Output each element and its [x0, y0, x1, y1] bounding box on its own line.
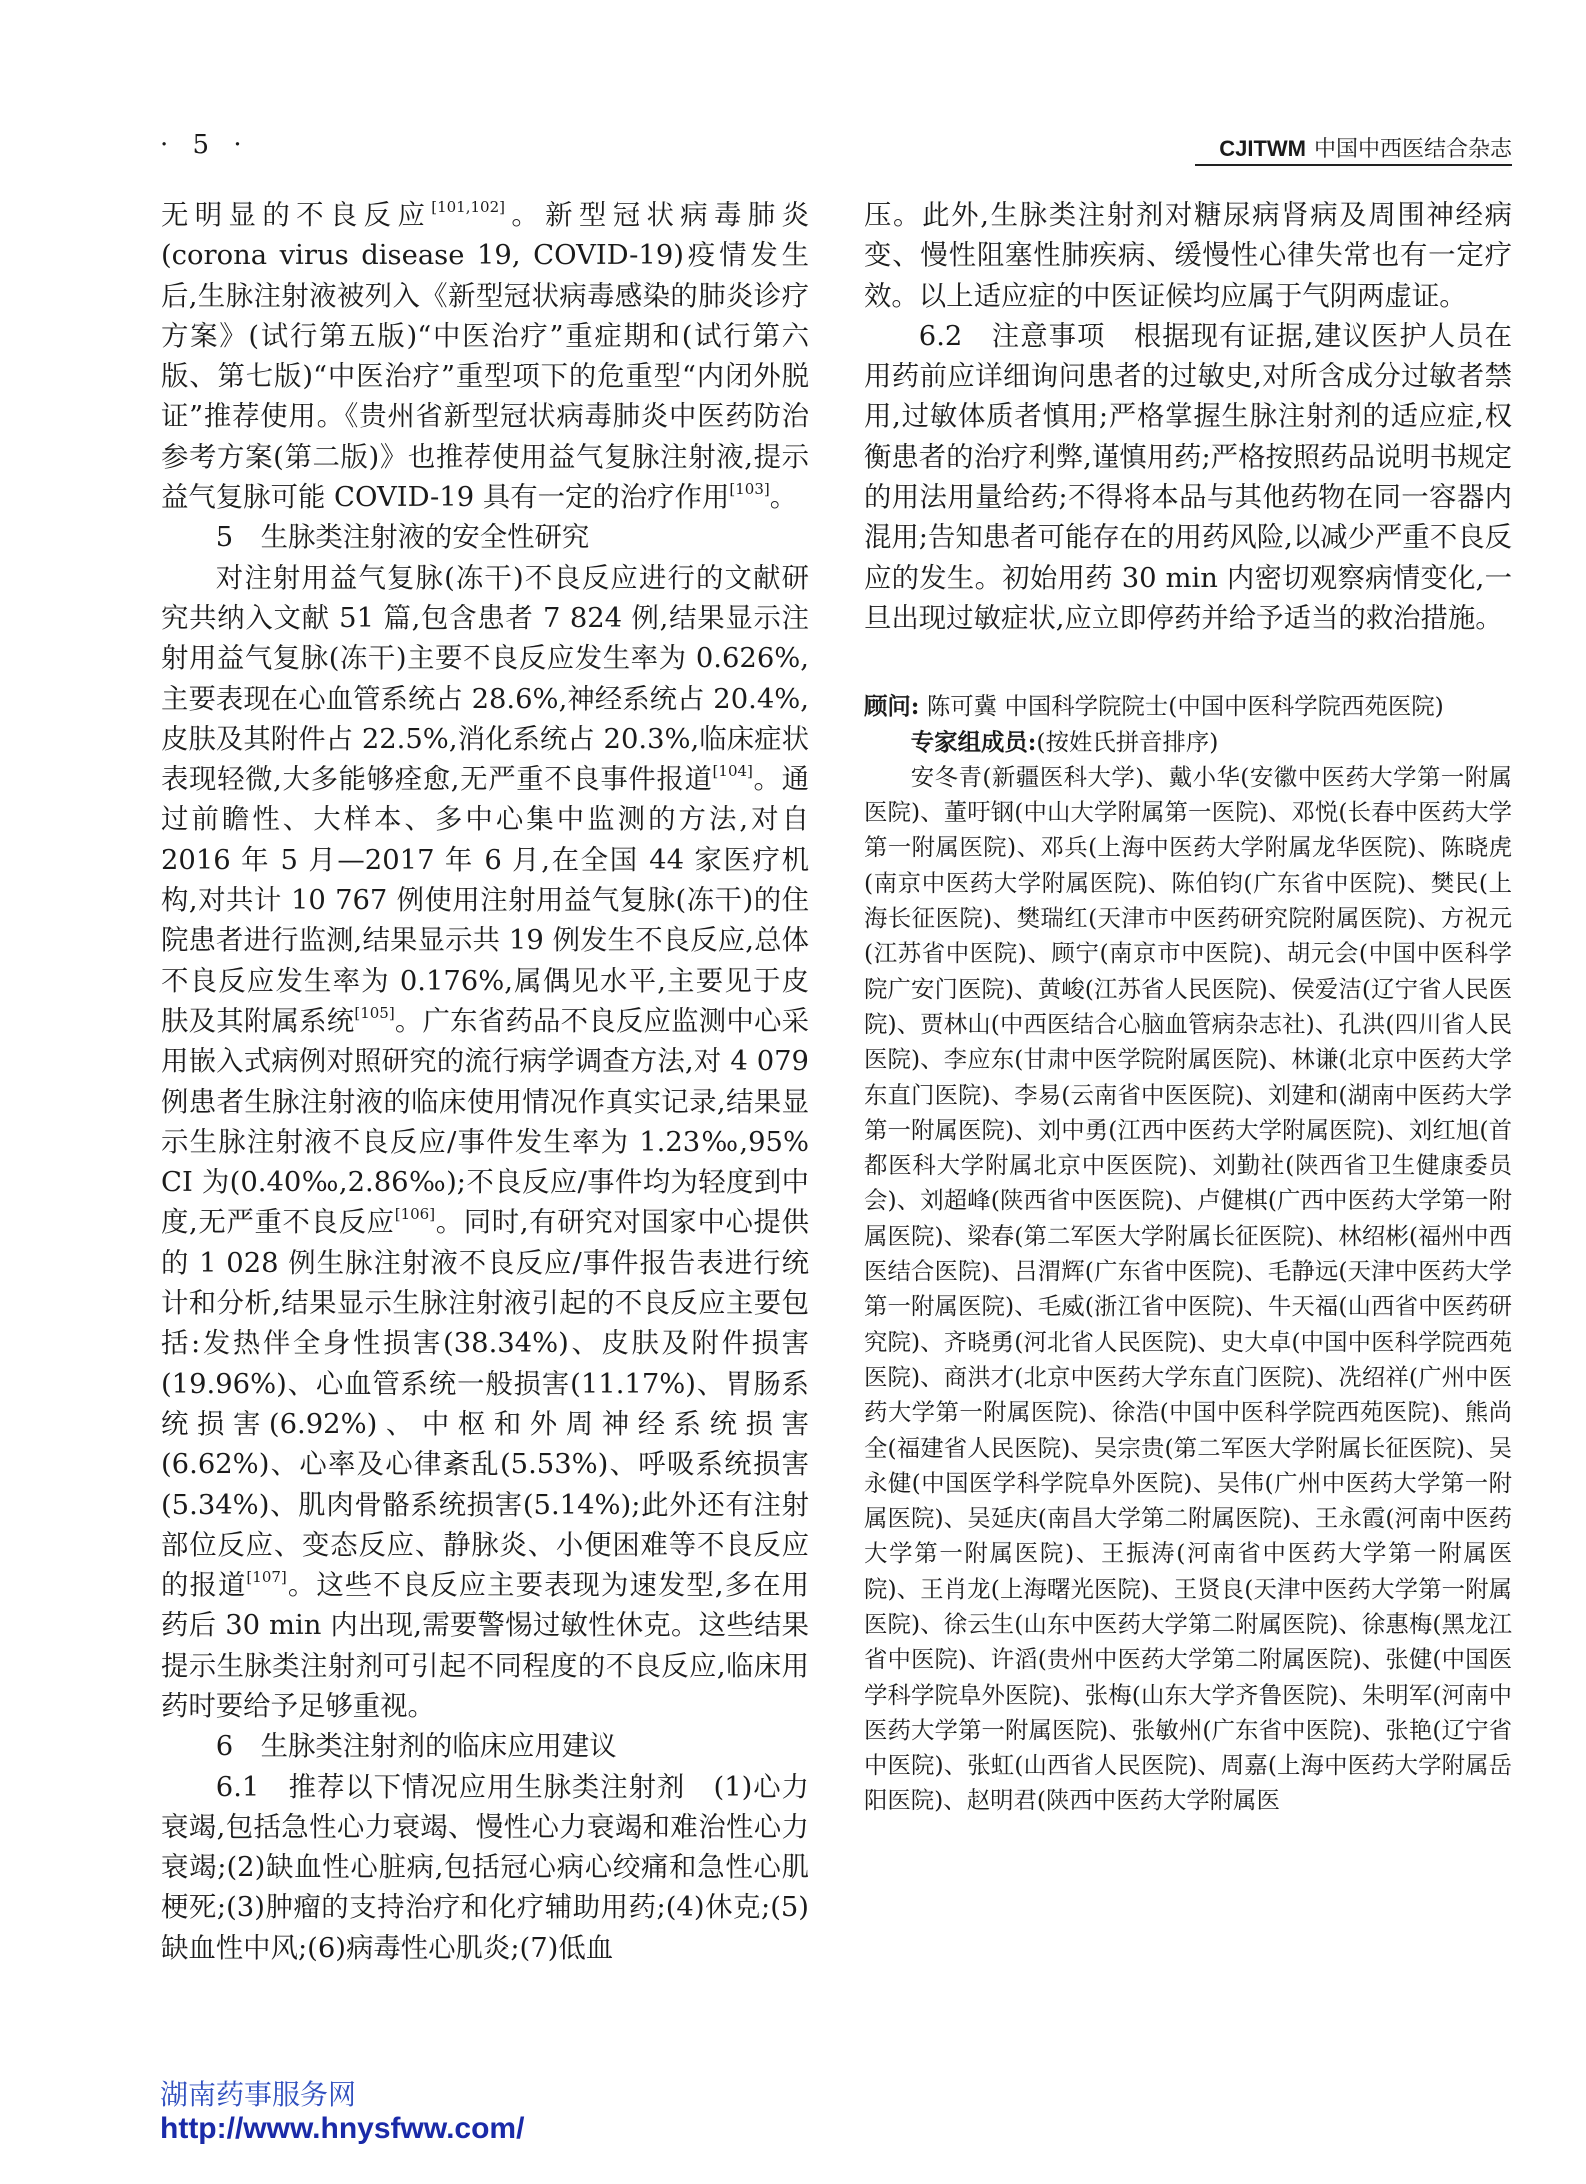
paragraph-indications-cont: 压。此外,生脉类注射剂对糖尿病肾病及周围神经病变、慢性阻塞性肺疾病、缓慢性心律失常也有一定疗效。以上适应症的中医证候均应属于气阴两虚证。	[864, 200, 1512, 312]
journal-name: 中国中西医结合杂志	[1313, 136, 1512, 161]
page-header	[160, 130, 1512, 164]
section-heading-6: 6 生脉类注射剂的临床应用建议	[215, 1731, 617, 1763]
advisor-text: 陈可冀 中国科学院院士(中国中医科学院西苑医院)	[926, 692, 1444, 721]
text-run: 。这些不良反应主要表现为速发型,多在用药后 30 min 内出现,需要警惕过敏性休克。这些结果提示生脉类注射剂可引起不同程度的不良反应,临床用药时要给予足够重视。	[161, 1570, 809, 1722]
page-number: · 5 ·	[160, 130, 250, 160]
citation: [103]	[729, 480, 770, 499]
journal-title	[1219, 132, 1512, 163]
citation: [107]	[246, 1568, 287, 1587]
advisor	[864, 689, 1512, 724]
section-heading-5: 5 生脉类注射液的安全性研究	[215, 522, 590, 554]
text-run: 。广东省药品不良反应监测中心采用嵌入式病例对照研究的流行病学调查方法,对 4 079 例患者生脉注射液的临床使用情况作真实记录,结果显示生脉注射液不良反应/事件发生率为 1.23‰,95% CI 为(0.40‰,2.86‰);不良反应/事件均为轻度到中度,无严重不良反应	[161, 1005, 809, 1239]
citation: [104]	[712, 762, 753, 781]
header-rule	[1195, 164, 1512, 166]
members-list: 安冬青(新疆医科大学)、戴小华(安徽中医药大学第一附属医院)、董吁钢(中山大学附属第一医院)、邓悦(长春中医药大学第一附属医院)、邓兵(上海中医药大学附属龙华医院)、陈晓虎(南京中医药大学附属医院)、陈伯钧(广东省中医院)、樊民(上海长征医院)、樊瑞红(天津市中医药研究院附属医院)、方祝元(江苏省中医院)、顾宁(南京市中医院)、胡元会(中国中医科学院广安门医院)、黄峻(江苏省人民医院)、侯爱洁(辽宁省人民医院)、贾林山(中西医结合心脑血管病杂志社)、孔洪(四川省人民医院)、李应东(甘肃中医学院附属医院)、林谦(北京中医药大学东直门医院)、李易(云南省中医医院)、刘建和(湖南中医药大学第一附属医院)、刘中勇(江西中医药大学附属医院)、刘红旭(首都医科大学附属北京中医医院)、刘勤社(陕西省卫生健康委员会)、刘超峰(陕西省中医医院)、卢健棋(广西中医药大学第一附属医院)、梁春(第二军医大学附属长征医院)、林绍彬(福州中西医结合医院)、吕渭辉(广东省中医院)、毛静远(天津中医药大学第一附属医院)、毛威(浙江省中医院)、牛天福(山西省中医药研究院)、齐晓勇(河北省人民医院)、史大卓(中国中医科学院西苑医院)、商洪才(北京中医药大学东直门医院)、冼绍祥(广州中医药大学第一附属医院)、徐浩(中国中医科学院西苑医院)、熊尚全(福建省人民医院)、吴宗贵(第二军医大学附属长征医院)、吴永健(中国医学科学院阜外医院)、吴伟(广州中医药大学第一附属医院)、吴延庆(南昌大学第二附属医院)、王永霞(河南中医药大学第一附属医院)、王振涛(河南省中医药大学第一附属医院)、王肖龙(上海曙光医院)、王贤良(天津中医药大学第一附属医院)、徐云生(山东中医药大学第二附属医院)、徐惠梅(黑龙江省中医院)、许滔(贵州中医药大学第二附属医院)、张健(中国医学科学院阜外医院)、张梅(山东大学齐鲁医院)、朱明军(河南中医药大学第一附属医院)、张敏州(广东省中医院)、张艳(辽宁省中医院)、张虹(山西省人民医院)、周嘉(上海中医药大学附属岳阳医院)、赵明君(陕西中医药大学附属医	[864, 762, 1512, 1815]
text-run: 对注射用益气复脉(冻干)不良反应进行的文献研究共纳入文献 51 篇,包含患者 7 824 例,结果显示注射用益气复脉(冻干)主要不良反应发生率为 0.626%,主要表现在心血管系统占 28.6%,神经系统占 20.4%,皮肤及其附件占 22.5%,消化系统占 20.3%,临床症状表现轻微,大多能够痊愈,无严重不良事件报道	[161, 562, 809, 796]
paragraph-covid	[161, 196, 809, 518]
right-column	[864, 196, 1512, 1819]
text-run: 。同时,有研究对国家中心提供的 1 028 例生脉注射液不良反应/事件报告表进行统计和分析,结果显示生脉注射液引起的不良反应主要包括:发热伴全身性损害(38.34%)、皮肤及附件损害(19.96%)、心血管系统一般损害(11.17%)、胃肠系统损害(6.92%)、中枢和外周神经系统损害(6.62%)、心率及心律紊乱(5.53%)、呼吸系统损害(5.34%)、肌肉骨骼系统损害(5.14%);此外还有注射部位反应、变态反应、静脉炎、小便困难等不良反应的报道	[161, 1207, 809, 1602]
paragraph-safety	[161, 559, 809, 1728]
watermark-url[interactable]: http://www.hnysfww.com/	[160, 2112, 525, 2145]
citation: [106]	[394, 1205, 436, 1224]
paragraph-precautions: 6.2 注意事项 根据现有证据,建议医护人员在用药前应详细询问患者的过敏史,对所含成分过敏者禁用,过敏体质者慎用;严格掌握生脉注射剂的适应症,权衡患者的治疗利弊,谨慎用药;严格按照药品说明书规定的用法用量给药;不得将本品与其他药物在同一容器内混用;告知患者可能存在的用药风险,以减少严重不良反应的发生。初始用药 30 min 内密切观察病情变化,一旦出现过敏症状,应立即停药并给予适当的救治措施。	[864, 320, 1512, 634]
advisor-label: 顾问:	[864, 692, 920, 721]
expert-panel	[864, 689, 1512, 1819]
watermark-name: 湖南药事服务网	[160, 2078, 357, 2111]
left-column	[161, 196, 809, 1969]
citation: [105]	[354, 1003, 395, 1022]
journal-abbreviation: CJITWM	[1219, 136, 1306, 161]
text-run: 。新型冠状病毒肺炎 (corona virus disease 19, COVID-19)疫情发生后,生脉注射液被列入《新型冠状病毒感染的肺炎诊疗方案》(试行第五版)“中医治疗”重症期和(试行第六版、第七版)“中医治疗”重型项下的危重型“内闭外脱证”推荐使用。《贵州省新型冠状病毒肺炎中医药防治参考方案(第二版)》也推荐使用益气复脉注射液,提示益气复脉可能 COVID-19 具有一定的治疗作用	[161, 200, 809, 514]
text-run: 无明显的不良反应	[161, 200, 432, 231]
watermark	[160, 2078, 524, 2146]
paragraph-recommendations: 6.1 推荐以下情况应用生脉类注射剂 (1)心力衰竭,包括急性心力衰竭、慢性心力衰竭和难治性心力衰竭;(2)缺血性心脏病,包括冠心病心绞痛和急性心肌梗死;(3)肿瘤的支持治疗和化疗辅助用药;(4)休克;(5)缺血性中风;(6)病毒性心肌炎;(7)低血	[161, 1771, 809, 1964]
members-label: 专家组成员:	[910, 727, 1037, 756]
members-heading	[864, 725, 1512, 760]
citation: [101,102]	[431, 198, 505, 216]
text-run: 。通过前瞻性、大样本、多中心集中监测的方法,对自 2016 年 5 月—2017 年 6 月,在全国 44 家医疗机构,对共计 10 767 例使用注射用益气复脉(冻干)的住院患者进行监测,结果显示共 19 例发生不良反应,总体不良反应发生率为 0.176%,属偶见水平,主要见于皮肤及其附属系统	[161, 764, 809, 1037]
members-note: (按姓氏拼音排序)	[1036, 727, 1219, 756]
text-run: 。	[769, 482, 798, 514]
